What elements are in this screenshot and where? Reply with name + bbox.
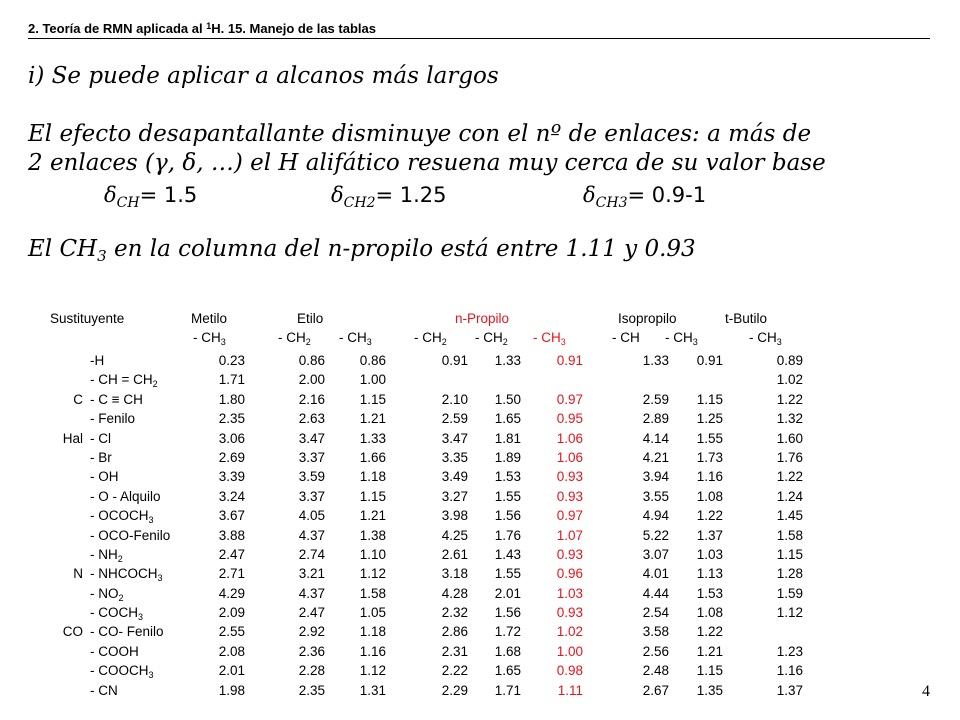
shift-value: 2.35 — [218, 411, 245, 427]
shift-value: 1.03 — [556, 585, 583, 601]
shift-value: 1.05 — [359, 605, 386, 621]
shift-value: 3.88 — [218, 527, 245, 543]
shift-value: 1.16 — [696, 469, 723, 485]
shift-value: 2.01 — [218, 663, 245, 679]
shift-value: 0.97 — [556, 391, 583, 407]
table-row — [0, 545, 960, 564]
shift-value: 1.18 — [359, 624, 386, 640]
table-row — [0, 487, 960, 506]
shift-value: 1.02 — [776, 372, 803, 388]
shift-value: 1.15 — [359, 488, 386, 504]
shift-value: 1.65 — [494, 663, 521, 679]
col-header-t-butilo: t-Butilo — [725, 311, 768, 326]
shift-value: 0.95 — [556, 411, 583, 427]
table-row — [0, 409, 960, 428]
substituent-label: - O - Alquilo — [90, 488, 161, 504]
shift-value: 2.22 — [441, 663, 468, 679]
shift-value: 2.55 — [218, 624, 245, 640]
shift-value: 1.15 — [359, 391, 386, 407]
shift-value: 1.22 — [696, 624, 723, 640]
substituent-label: - Fenilo — [90, 411, 136, 427]
shift-value: 1.28 — [776, 566, 803, 582]
sub-header-5: - $CH_2$ — [475, 330, 508, 347]
table-row — [0, 681, 960, 700]
shift-value: 1.21 — [696, 643, 723, 659]
shift-value: 1.53 — [494, 469, 521, 485]
shift-value: 1.66 — [359, 449, 386, 465]
shift-value: 0.96 — [556, 566, 583, 582]
shift-value: 1.53 — [696, 585, 723, 601]
shift-value: 2.28 — [298, 663, 325, 679]
shift-value: 1.21 — [359, 508, 386, 524]
shift-value: 2.71 — [218, 566, 245, 582]
shift-value: 1.06 — [556, 430, 583, 446]
shift-value: 4.37 — [298, 527, 325, 543]
shift-value: 4.29 — [218, 585, 245, 601]
shift-value: 1.73 — [696, 449, 723, 465]
table-row — [0, 448, 960, 467]
shift-value: 1.25 — [696, 411, 723, 427]
shift-value: 0.93 — [556, 488, 583, 504]
substituent-label: - CN — [90, 682, 118, 698]
propyl-note-sub: 3 — [97, 247, 107, 265]
delta-ch2: $\delta_{CH2}= 1.25$ — [331, 183, 447, 211]
shift-value: 4.21 — [642, 449, 669, 465]
shift-value: 0.91 — [441, 353, 468, 368]
table-row — [0, 584, 960, 603]
propyl-note-post: en la columna del n-propilo está entre 1.11 y 0.93 — [106, 236, 696, 262]
shift-value: 3.37 — [298, 488, 325, 504]
shift-value: 2.86 — [441, 624, 468, 640]
shift-value: 2.35 — [298, 682, 325, 698]
shift-value: 1.89 — [494, 449, 521, 465]
shift-value: 1.22 — [776, 469, 803, 485]
col-header-sustituyente: Sustituyente — [50, 311, 125, 326]
shift-value: 2.00 — [298, 372, 325, 388]
shift-value: 4.01 — [642, 566, 669, 582]
table-row — [0, 506, 960, 525]
shift-value: 2.92 — [298, 624, 325, 640]
shift-value: 3.37 — [298, 449, 325, 465]
header-text-sup: 1 — [206, 21, 212, 31]
shift-value: 4.28 — [441, 585, 468, 601]
shift-value: 1.33 — [494, 353, 521, 368]
shift-value: 2.59 — [441, 411, 468, 427]
shift-value: 1.33 — [642, 353, 669, 368]
shift-value: 3.67 — [218, 508, 245, 524]
shift-value: 3.21 — [298, 566, 325, 582]
shift-value: 3.24 — [218, 488, 245, 504]
substituent-label: - Cl — [90, 430, 111, 446]
shift-value: 2.29 — [441, 682, 468, 698]
shift-value: 2.31 — [441, 643, 468, 659]
sub-header-2: - $CH_2$ — [278, 330, 311, 347]
delta-ch2-value: = 1.25 — [375, 183, 447, 207]
shift-value: 2.74 — [298, 546, 325, 562]
shift-value: 3.55 — [642, 488, 669, 504]
shift-value: 0.86 — [298, 353, 325, 368]
shift-value: 1.15 — [776, 546, 803, 562]
shift-value: 1.13 — [696, 566, 723, 582]
delta-ch3-label: CH3 — [595, 195, 628, 211]
group-label: C — [73, 391, 83, 407]
shift-value: 1.23 — [776, 643, 803, 659]
propyl-note-pre: El CH — [28, 236, 98, 262]
shift-value: 1.21 — [359, 411, 386, 427]
substituent-label: - $NHCOCH_3$ — [90, 566, 163, 584]
sub-header-9: - $CH_3$ — [749, 330, 782, 347]
substituent-label: - $NH_2$ — [90, 546, 123, 564]
shift-value: 1.76 — [776, 449, 803, 465]
substituent-label: - Br — [90, 449, 112, 465]
sub-header-4: - $CH_2$ — [414, 330, 447, 347]
shift-value: 3.59 — [298, 469, 325, 485]
shift-value: 2.63 — [298, 411, 325, 427]
shift-value: 2.48 — [642, 663, 669, 679]
shift-value: 0.86 — [359, 353, 386, 368]
shift-value: 3.06 — [218, 430, 245, 446]
shift-value: 1.38 — [359, 527, 386, 543]
shift-value: 3.27 — [441, 488, 468, 504]
shift-value: 1.56 — [494, 508, 521, 524]
delta-ch-value: = 1.5 — [139, 183, 198, 207]
table-row — [0, 603, 960, 622]
shift-table — [0, 351, 960, 700]
shift-value: 2.32 — [441, 605, 468, 621]
shift-value: 1.07 — [556, 527, 583, 543]
shift-value: 1.08 — [696, 488, 723, 504]
shift-value: 1.58 — [776, 527, 803, 543]
shift-value: 1.08 — [696, 605, 723, 621]
heading-text: i) Se puede aplicar a alcanos más largos — [28, 63, 499, 89]
shift-value: 3.35 — [441, 449, 468, 465]
shift-value: 4.25 — [441, 527, 468, 543]
col-header-isopropilo: Isopropilo — [618, 311, 677, 326]
shift-value: 3.39 — [218, 469, 245, 485]
shift-value: 4.37 — [298, 585, 325, 601]
shift-value: 3.94 — [642, 469, 669, 485]
shift-value: 1.12 — [359, 566, 386, 582]
shift-value: 1.56 — [494, 605, 521, 621]
shift-value: 1.00 — [556, 643, 583, 659]
sub-header-6: - $CH_3$ — [533, 330, 566, 347]
shift-value: 1.12 — [776, 605, 803, 621]
sub-header-3: - $CH_3$ — [339, 330, 372, 347]
shift-value: 2.67 — [642, 682, 669, 698]
group-label: Hal — [62, 430, 83, 446]
shift-value: 1.37 — [696, 527, 723, 543]
shift-value: 1.55 — [696, 430, 723, 446]
shift-value: 2.69 — [218, 449, 245, 465]
shift-value: 2.16 — [298, 391, 325, 407]
shift-value: 1.18 — [359, 469, 386, 485]
group-label: CO — [62, 624, 83, 640]
shift-value: 0.98 — [556, 663, 583, 679]
shift-value: 1.22 — [696, 508, 723, 524]
explanation-line-1: El efecto desapantallante disminuye con el nº de enlaces: a más de — [28, 121, 812, 147]
shift-value: 0.23 — [218, 353, 245, 368]
shift-value: 1.15 — [696, 663, 723, 679]
substituent-label: - CO- Fenilo — [90, 624, 164, 640]
shift-value: 2.47 — [298, 605, 325, 621]
shift-value: 2.61 — [441, 546, 468, 562]
shift-value: 1.00 — [359, 372, 386, 388]
shift-value: 1.71 — [494, 682, 521, 698]
delta-ch-label: CH — [116, 195, 140, 211]
shift-value: 1.55 — [494, 488, 521, 504]
shift-value: 1.45 — [776, 508, 803, 524]
shift-value: 5.22 — [642, 527, 669, 543]
shift-value: 1.16 — [776, 663, 803, 679]
substituent-label: - C ≡ CH — [90, 391, 143, 407]
table-row — [0, 642, 960, 661]
shift-value: 1.10 — [359, 546, 386, 562]
delta-ch3: $\delta_{CH3}= 0.9-1$ — [583, 183, 707, 211]
col-header-etilo: Etilo — [297, 311, 324, 326]
shift-value: 1.02 — [556, 624, 583, 640]
delta-ch3-value: = 0.9-1 — [627, 183, 707, 207]
shift-value: 0.97 — [556, 508, 583, 524]
substituent-label: - $OCOCH_3$ — [90, 508, 154, 526]
shift-value: 4.05 — [298, 508, 325, 524]
shift-value: 4.94 — [642, 508, 669, 524]
shift-value: 1.24 — [776, 488, 803, 504]
shift-value: 1.15 — [696, 391, 723, 407]
substituent-label: -H — [90, 353, 105, 368]
table-row — [0, 467, 960, 486]
shift-value: 0.93 — [556, 469, 583, 485]
group-label: N — [73, 566, 83, 582]
delta-ch: $\delta_{CH}= 1.5$ — [104, 183, 198, 211]
header-text-post: H. 15. Manejo de las tablas — [211, 21, 376, 36]
substituent-label: - $NO_2$ — [90, 585, 124, 603]
shift-value: 2.09 — [218, 605, 245, 621]
shift-value: 1.71 — [218, 372, 245, 388]
table-row — [0, 370, 960, 389]
table-row — [0, 564, 960, 583]
shift-value: 2.08 — [218, 643, 245, 659]
slide-header — [28, 21, 930, 39]
shift-value: 1.12 — [359, 663, 386, 679]
shift-value: 1.60 — [776, 430, 803, 446]
shift-value: 1.68 — [494, 643, 521, 659]
shift-value: 2.01 — [494, 585, 521, 601]
shift-value: 1.76 — [494, 527, 521, 543]
shift-value: 3.47 — [441, 430, 468, 446]
substituent-label: - OH — [90, 469, 119, 485]
page-number: 4 — [922, 683, 930, 700]
shift-value: 1.32 — [776, 411, 803, 427]
table-row — [0, 429, 960, 448]
sub-header-8: - $CH_3$ — [665, 330, 698, 347]
shift-value: 0.91 — [696, 353, 723, 368]
shift-value: 0.93 — [556, 605, 583, 621]
substituent-label: - $COCH_3$ — [90, 605, 144, 623]
shift-value: 2.54 — [642, 605, 669, 621]
shift-value: 2.47 — [218, 546, 245, 562]
shift-value: 3.98 — [441, 508, 468, 524]
shift-value: 2.36 — [298, 643, 325, 659]
shift-value: 2.10 — [441, 391, 468, 407]
shift-value: 2.89 — [642, 411, 669, 427]
shift-value: 1.37 — [776, 682, 803, 698]
shift-value: 1.59 — [776, 585, 803, 601]
shift-value: 1.11 — [557, 682, 583, 698]
table-row — [0, 351, 960, 370]
explanation-line-2: 2 enlaces (γ, δ, …) el H alifático resuena muy cerca de su valor base — [28, 150, 826, 176]
shift-value: 4.14 — [642, 430, 669, 446]
shift-value: 1.03 — [696, 546, 723, 562]
shift-value: 0.93 — [556, 546, 583, 562]
shift-value: 1.50 — [494, 391, 521, 407]
sub-header-7: - CH — [612, 330, 640, 345]
shift-value: 2.59 — [642, 391, 669, 407]
shift-value: 0.89 — [776, 353, 803, 368]
shift-value: 2.56 — [642, 643, 669, 659]
header-text-pre: 2. Teoría de RMN aplicada al — [28, 21, 207, 36]
shift-value: 1.35 — [696, 682, 723, 698]
col-header-metilo: Metilo — [191, 311, 228, 326]
shift-value: 1.06 — [556, 449, 583, 465]
shift-value: 1.43 — [494, 546, 521, 562]
shift-value: 1.80 — [218, 391, 245, 407]
table-row — [0, 390, 960, 409]
substituent-label: - $COOCH_3$ — [90, 663, 154, 681]
substituent-label: - OCO-Fenilo — [90, 527, 171, 543]
shift-value: 1.58 — [359, 585, 386, 601]
shift-value: 3.58 — [642, 624, 669, 640]
col-header-n-propilo: n-Propilo — [455, 311, 510, 326]
shift-value: 1.33 — [359, 430, 386, 446]
delta-ch2-label: CH2 — [343, 195, 376, 211]
shift-value: 1.65 — [494, 411, 521, 427]
shift-value: 1.72 — [494, 624, 521, 640]
shift-value: 3.47 — [298, 430, 325, 446]
shift-value: 1.98 — [218, 682, 245, 698]
substituent-label: - COOH — [90, 643, 139, 659]
table-row — [0, 661, 960, 680]
shift-value: 0.91 — [556, 353, 583, 368]
shift-value: 3.49 — [441, 469, 468, 485]
shift-value: 3.18 — [441, 566, 468, 582]
table-row — [0, 622, 960, 641]
shift-value: 3.07 — [642, 546, 669, 562]
propyl-note — [28, 235, 696, 263]
table-row — [0, 526, 960, 545]
sub-header-1: - $CH_3$ — [193, 330, 226, 347]
shift-value: 1.16 — [359, 643, 386, 659]
substituent-label: - CH = $CH_2$ — [90, 372, 158, 390]
shift-value: 1.22 — [776, 391, 803, 407]
shift-value: 4.44 — [642, 585, 669, 601]
shift-value: 1.81 — [494, 430, 521, 446]
shift-value: 1.55 — [494, 566, 521, 582]
shift-value: 1.31 — [359, 682, 386, 698]
